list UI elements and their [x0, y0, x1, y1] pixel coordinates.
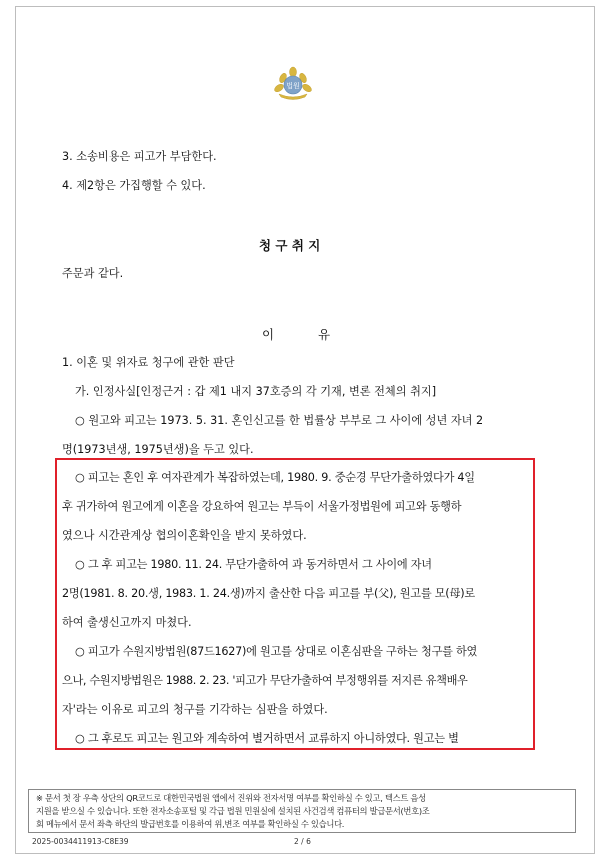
body-line-9: ○ 피고가 수원지방법원(87드1627)에 원고를 상대로 이혼심판을 구하는 청구를 하였 [75, 645, 478, 658]
body-line-12: ○ 그 후로도 피고는 원고와 계속하여 별거하면서 교류하지 아니하였다. 원고는 별 [75, 732, 459, 745]
section-heading-1: 1. 이혼 및 위자료 청구에 관한 판단 [62, 356, 235, 369]
body-line-7: 2명(1981. 8. 20.생, 1983. 1. 24.생)까지 출산한 다음 피고를 부(父), 원고를 모(母)로 [62, 587, 475, 600]
body-line-2: 명(1973년생, 1975년생)을 두고 있다. [62, 443, 254, 456]
page-number: 2 / 6 [294, 837, 311, 846]
court-emblem-icon [271, 64, 315, 100]
issue-number: 2025-0034411913-C8E39 [32, 837, 129, 846]
claim-body: 주문과 같다. [62, 267, 124, 280]
body-line-3: ○ 피고는 혼인 후 여자관계가 복잡하였는데, 1980. 9. 중순경 무단가출하였다가 4일 [75, 471, 475, 484]
reasons-title-right: 유 [318, 327, 331, 342]
body-line-6: ○ 그 후 피고는 1980. 11. 24. 무단가출하여 과 동거하면서 그 사이에 자녀 [75, 558, 432, 571]
body-line-4: 후 귀가하여 원고에게 이혼을 강요하여 원고는 부득이 서울가정법원에 피고와 동행하 [62, 500, 462, 513]
notice-line-3: 회 메뉴에서 문서 좌측 하단의 발급번호를 이용하여 위,변조 여부를 확인하실 수 있습니다. [36, 819, 345, 829]
emblem-label: 법원 [286, 82, 300, 90]
body-line-5: 였으나 시간관계상 협의이혼확인을 받지 못하였다. [62, 529, 307, 542]
order-item-3: 3. 소송비용은 피고가 부담한다. [62, 150, 217, 163]
claim-title: 청 구 취 지 [259, 238, 321, 253]
reasons-title-left: 이 [262, 327, 275, 342]
subsection-heading-a: 가. 인정사실[인정근거 : 갑 제1 내지 37호증의 각 기재, 변론 전체의 취지] [75, 385, 437, 398]
body-line-10: 으나, 수원지방법원은 1988. 2. 23. '피고가 무단가출하여 부정행위를 저지른 유책배우 [62, 674, 468, 687]
order-item-4: 4. 제2항은 가집행할 수 있다. [62, 179, 206, 192]
body-line-1: ○ 원고와 피고는 1973. 5. 31. 혼인신고를 한 법률상 부부로 그 사이에 성년 자녀 2 [75, 414, 484, 427]
body-line-8: 하여 출생신고까지 마쳤다. [62, 616, 192, 629]
notice-line-2: 지원을 받으실 수 있습니다. 또한 전자소송포털 및 각급 법원 민원실에 설치된 사건검색 컴퓨터의 발급문서(번호)조 [36, 806, 430, 816]
notice-line-1: ※ 문서 첫 장 우측 상단의 QR코드로 대한민국법원 앱에서 진위와 전자서명 여부를 확인하실 수 있고, 텍스트 음성 [36, 793, 426, 803]
body-line-11: 자'라는 이유로 피고의 청구를 기각하는 심판을 하였다. [62, 703, 328, 716]
